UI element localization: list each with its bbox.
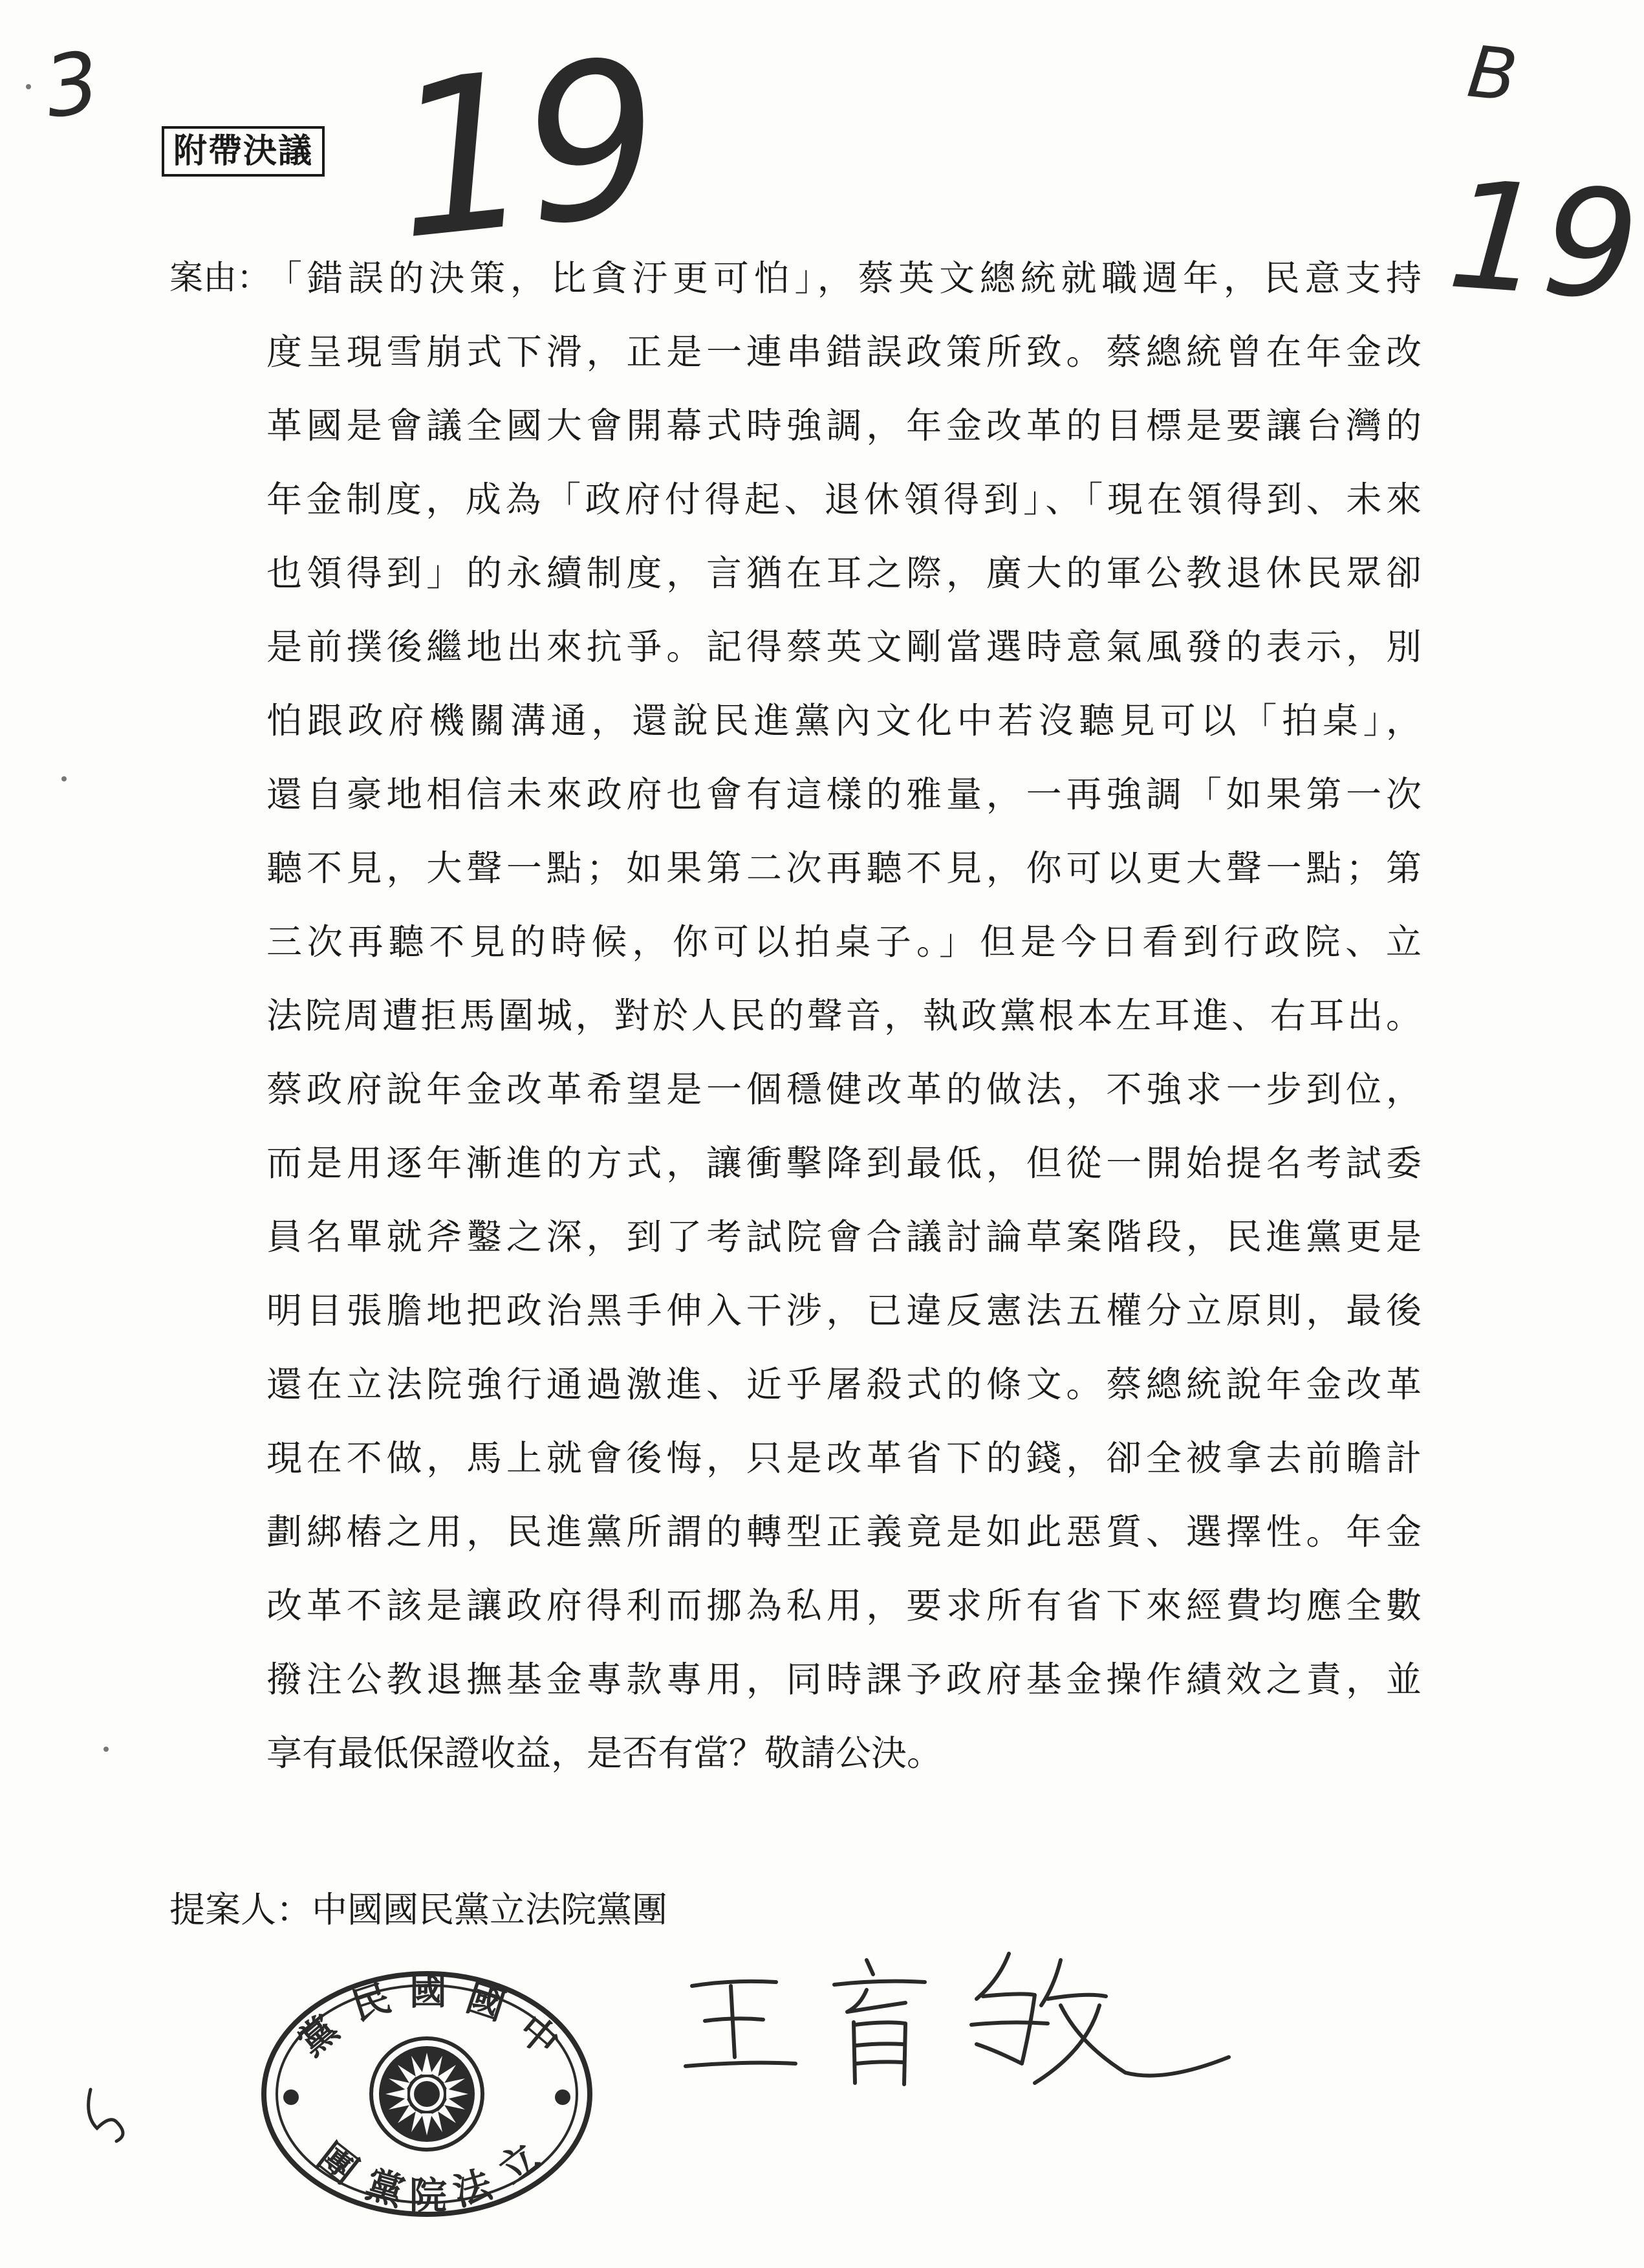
handwritten-page-mark-left: 3 <box>38 32 105 138</box>
body-line: 員名單就斧鑿之深，到了考試院會合議討論草案階段，民進黨更是 <box>266 1216 1422 1258</box>
body-line: 年金制度，成為「政府付得起、退休領得到」、「現在領得到、未來 <box>266 479 1422 520</box>
body-line: 還在立法院強行通過激進、近乎屠殺式的條文。蔡總統說年金改革 <box>266 1364 1422 1405</box>
handwritten-page-mark-right: B <box>1464 30 1521 118</box>
body-line: 蔡政府說年金改革希望是一個穩健改革的做法，不強求一步到位， <box>266 1069 1422 1110</box>
svg-text:法: 法 <box>448 2162 497 2215</box>
svg-text:國: 國 <box>461 1975 511 2029</box>
body-line: 享有最低保證收益，是否有當？敬請公決。 <box>266 1732 943 1774</box>
svg-text:立: 立 <box>490 2134 547 2192</box>
svg-text:中: 中 <box>510 2006 567 2065</box>
proposer-label: 提案人： <box>169 1889 312 1930</box>
svg-text:黨: 黨 <box>361 2162 409 2215</box>
body-line: 聽不見，大聲一點；如果第二次再聽不見，你可以更大聲一點；第 <box>266 847 1422 889</box>
handwritten-stray-mark <box>78 2077 149 2154</box>
resolution-type-label: 附帶決議 <box>162 126 325 177</box>
body-line: 「錯誤的決策，比貪汙更可怕」，蔡英文總統就職週年，民意支持 <box>266 257 1422 299</box>
body-line: 撥注公教退撫基金專款專用，同時課予政府基金操作績效之責，並 <box>266 1659 1422 1700</box>
body-line: 還自豪地相信未來政府也會有這樣的雅量，一再強調「如果第一次 <box>266 774 1422 815</box>
body-line: 改革不該是讓政府得利而挪為私用，要求所有省下來經費均應全數 <box>266 1585 1422 1626</box>
body-line: 怕跟政府機關溝通，還說民進黨內文化中若沒聽見可以「拍桌」， <box>266 700 1422 741</box>
party-caucus-seal <box>259 1968 595 2220</box>
body-line: 三次再聽不見的時候，你可以拍桌子。」但是今日看到行政院、立 <box>266 921 1422 963</box>
svg-text:團: 團 <box>309 2134 367 2192</box>
scan-speck <box>26 84 31 89</box>
sun-emblem-icon <box>371 2038 482 2150</box>
handwritten-number-large: 19 <box>382 13 665 287</box>
body-line: 劃綁樁之用，民進黨所謂的轉型正義竟是如此惡質、選擇性。年金 <box>266 1511 1422 1553</box>
scan-speck <box>61 776 67 781</box>
case-reason-label: 案由： <box>169 259 271 298</box>
svg-text:民: 民 <box>346 1975 396 2029</box>
scan-speck <box>103 1747 109 1752</box>
proposer <box>169 1884 667 1935</box>
body-line: 明目張膽地把政治黑手伸入干涉，已違反憲法五權分立原則，最後 <box>266 1290 1422 1331</box>
svg-text:國: 國 <box>409 1969 448 2013</box>
body-line: 也領得到」的永續制度，言猶在耳之際，廣大的軍公教退休民眾卻 <box>266 552 1422 594</box>
body-line: 法院周遭拒馬圍城，對於人民的聲音，執政黨根本左耳進、右耳出。 <box>266 995 1422 1036</box>
body-line: 度呈現雪崩式下滑，正是一連串錯誤政策所致。蔡總統曾在年金改 <box>266 331 1422 373</box>
svg-text:院: 院 <box>409 2174 448 2218</box>
svg-text:黨: 黨 <box>290 2006 347 2065</box>
body-line: 革國是會議全國大會開幕式時強調，年金改革的目標是要讓台灣的 <box>266 405 1422 446</box>
body-line: 是前撲後繼地出來抗爭。記得蔡英文剛當選時意氣風發的表示，別 <box>266 626 1422 668</box>
proposer-name: 中國國民黨立法院黨團 <box>312 1889 668 1930</box>
handwritten-signature <box>673 1934 1242 2102</box>
body-line: 現在不做，馬上就會後悔，只是改革省下的錢，卻全被拿去前瞻計 <box>266 1437 1422 1479</box>
case-reason-body <box>266 246 1422 1794</box>
body-line: 而是用逐年漸進的方式，讓衝擊降到最低，但從一開始提名考試委 <box>266 1142 1422 1184</box>
handwritten-number-side: 19 <box>1443 149 1644 334</box>
